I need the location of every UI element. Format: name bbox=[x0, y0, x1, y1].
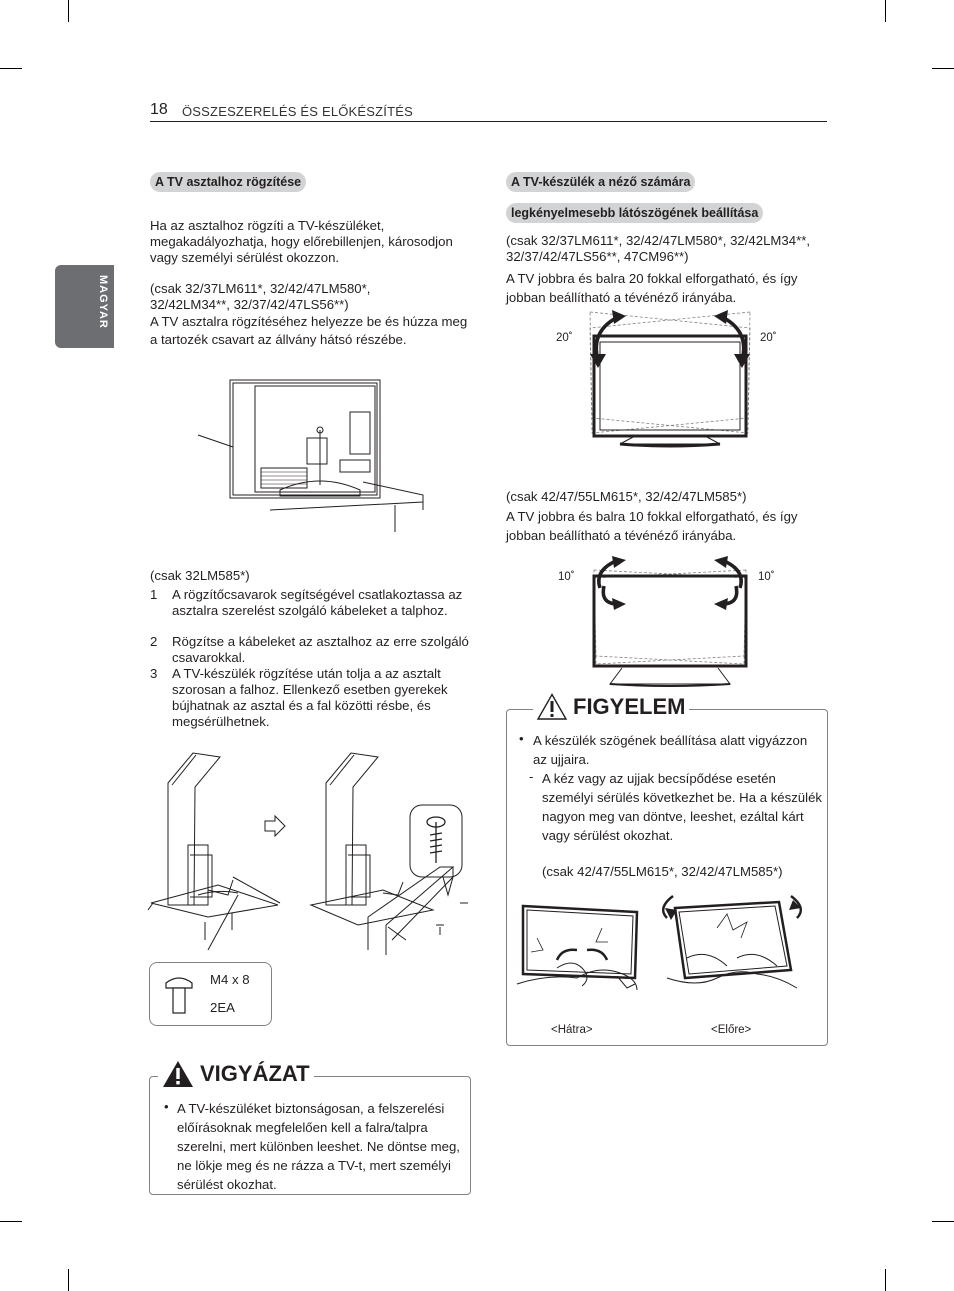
caution-title: VIGYÁZAT bbox=[200, 1061, 310, 1086]
screw-icon bbox=[164, 975, 194, 1015]
warning-triangle-icon bbox=[162, 1060, 194, 1088]
bullet-dot: • bbox=[519, 731, 524, 746]
angle-label-right: 20˚ bbox=[760, 332, 777, 344]
text-b: A TV jobbra és balra 10 fokkal elforgatható, és így jobban beállítható a tévénéző irányába. bbox=[506, 509, 798, 543]
caution-box bbox=[149, 1061, 471, 1195]
swivel-diagram-10deg bbox=[582, 556, 758, 691]
language-label: MAGYAR bbox=[97, 275, 109, 329]
warning-box bbox=[506, 693, 828, 1046]
angle-label-left: 10˚ bbox=[558, 571, 575, 583]
crop-mark bbox=[68, 0, 69, 22]
angle-label-left: 20˚ bbox=[556, 332, 573, 344]
step-number: 2 bbox=[150, 634, 158, 649]
screw-spec-box bbox=[149, 962, 272, 1026]
step-number: 1 bbox=[150, 587, 158, 602]
angle-label-right: 10˚ bbox=[758, 571, 775, 583]
screw-count: 2EA bbox=[210, 1000, 235, 1015]
step-text: A TV-készülék rögzítése után tolja a az asztalt szorosan a falhoz. Ellenkező esetben gyerekek bújhatnak az asztal és a fal közötti résbe, és megsérülhetnek. bbox=[172, 666, 448, 729]
instruction-text: A TV asztalra rögzítéséhez helyezze be és húzza meg a tartozék csavart az állvány hátsó részébe. bbox=[150, 314, 468, 347]
intro-text: Ha az asztalhoz rögzíti a TV-készüléket, megakadályozhatja, hogy előrebillenjen, károsodjon vagy személyi sérülést okozzon. bbox=[150, 218, 453, 265]
warning-outline-icon bbox=[537, 693, 567, 720]
step-text: Rögzítse a kábeleket az asztalhoz az erre szolgáló csavarokkal. bbox=[172, 634, 469, 665]
text-a: A TV jobbra és balra 20 fokkal elforgatható, és így jobban beállítható a tévénéző irányába. bbox=[506, 271, 798, 305]
models-note-2: (csak 32LM585*) bbox=[150, 568, 250, 583]
dash-marker: - bbox=[529, 769, 534, 784]
section-header: ÖSSZESZERELÉS ÉS ELŐKÉSZÍTÉS bbox=[182, 104, 414, 119]
section-title-angle-2: legkényelmesebb látószögének beállítása bbox=[506, 203, 763, 223]
crop-mark bbox=[932, 68, 954, 69]
language-tab bbox=[55, 265, 114, 348]
crop-mark bbox=[68, 1269, 69, 1291]
warning-sub: A kéz vagy az ujjak becsípődése esetén személyi sérülés következhet be. Ha a készülék nagyon meg van döntve, leeshet, ezáltal kárt vagy sérülést okozhat. bbox=[542, 771, 822, 843]
screw-size: M4 x 8 bbox=[210, 972, 250, 987]
step-number: 3 bbox=[150, 666, 158, 681]
models-note: (csak 32/37LM611*, 32/42/47LM580*, 32/42LM34**, 32/37/42/47LS56**) bbox=[150, 281, 371, 312]
crop-mark bbox=[932, 1221, 954, 1222]
models-b: (csak 42/47/55LM615*, 32/42/47LM585*) bbox=[506, 489, 747, 504]
crop-mark bbox=[885, 0, 886, 22]
tv-table-screw-illustration bbox=[195, 360, 425, 535]
crop-mark bbox=[0, 1221, 22, 1222]
page-number: 18 bbox=[150, 101, 168, 118]
models-a: (csak 32/37LM611*, 32/42/47LM580*, 32/42LM34**, 32/37/42/47LS56**, 47CM96**) bbox=[506, 233, 811, 264]
caption-front: <Előre> bbox=[711, 1024, 752, 1036]
hand-pinch-illustration bbox=[517, 898, 817, 1008]
warning-header bbox=[533, 693, 689, 720]
step-text: A rögzítőcsavarok segítségével csatlakoztassa az asztalra szerelést szolgáló kábeleket a talphoz. bbox=[172, 587, 463, 618]
tv-cable-mount-illustration bbox=[148, 745, 473, 960]
caution-header bbox=[158, 1060, 314, 1088]
bullet-dot: • bbox=[164, 1099, 169, 1114]
crop-mark bbox=[0, 68, 22, 69]
warning-bullet: A készülék szögének beállítása alatt vigyázzon az ujjaira. bbox=[533, 733, 808, 767]
crop-mark bbox=[885, 1269, 886, 1291]
section-title-angle-1: A TV-készülék a néző számára bbox=[506, 172, 695, 192]
swivel-diagram-20deg bbox=[580, 308, 760, 458]
section-title-table-mount: A TV asztalhoz rögzítése bbox=[150, 172, 306, 192]
header-rule bbox=[150, 121, 827, 122]
warning-title: FIGYELEM bbox=[573, 693, 686, 719]
caption-back: <Hátra> bbox=[551, 1024, 593, 1036]
caution-text: A TV-készüléket biztonságosan, a felszerelési előírásoknak megfelelően kell a falra/talpra szerelni, mert különben leeshet. Ne döntse meg, ne lökje meg és ne rázza a TV-t, mert személyi sérülést okozhat. bbox=[177, 1101, 460, 1192]
warning-models: (csak 42/47/55LM615*, 32/42/47LM585*) bbox=[542, 864, 783, 879]
